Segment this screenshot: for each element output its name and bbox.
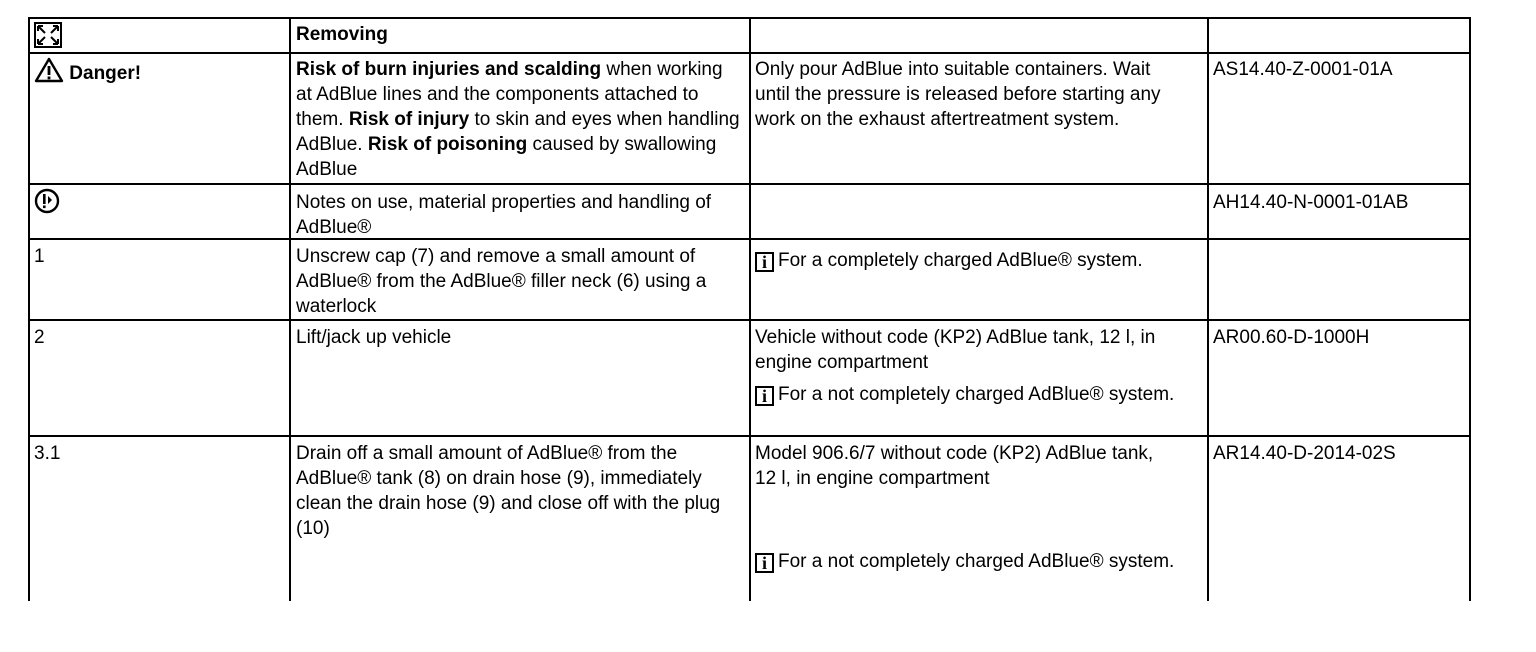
row-divider-1 bbox=[28, 52, 1471, 54]
danger-text-a: when working at AdBlue lines and the components attached to them. bbox=[296, 59, 723, 130]
step-action: Unscrew cap (7) and remove a small amount of AdBlue® from the AdBlue® filler neck (6) using a waterlock bbox=[296, 246, 707, 317]
danger-reference[interactable]: AS14.40-Z-0001-01A bbox=[1213, 59, 1393, 80]
step-info-note bbox=[755, 382, 1175, 407]
danger-text-c: caused by swallowing AdBlue bbox=[296, 134, 717, 180]
step-condition: Vehicle without code (KP2) AdBlue tank, 12 l, in engine compartment bbox=[755, 327, 1156, 373]
danger-label bbox=[34, 57, 141, 90]
warning-triangle-icon bbox=[34, 57, 64, 90]
step-reference[interactable]: AR14.40-D-2014-02S bbox=[1213, 443, 1396, 464]
notes-text: Notes on use, material properties and handling of AdBlue® bbox=[296, 192, 712, 238]
danger-text-b: to skin and eyes when handling AdBlue. bbox=[296, 109, 740, 155]
risk-injury: Risk of injury bbox=[348, 109, 470, 130]
info-icon: i bbox=[755, 386, 774, 406]
danger-instructions: Only pour AdBlue into suitable containers. Wait until the pressure is released before starting any work on the exhaust aftertreatment system. bbox=[755, 59, 1161, 130]
notes-icon bbox=[34, 188, 60, 221]
table-border-top bbox=[28, 17, 1471, 19]
table-divider-col2 bbox=[749, 17, 751, 601]
row-divider-2 bbox=[28, 183, 1471, 185]
table-divider-col1 bbox=[289, 17, 291, 601]
danger-text: Danger! bbox=[69, 63, 142, 84]
row-divider-3 bbox=[28, 238, 1471, 240]
step-reference[interactable]: AR00.60-D-1000H bbox=[1213, 327, 1370, 348]
row-divider-5 bbox=[28, 435, 1471, 437]
step-info-note bbox=[755, 248, 1175, 273]
info-icon: i bbox=[755, 252, 774, 272]
danger-description bbox=[296, 57, 741, 182]
step-number: 3.1 bbox=[34, 443, 61, 464]
info-icon: i bbox=[755, 553, 774, 573]
notes-reference[interactable]: AH14.40-N-0001-01AB bbox=[1213, 192, 1409, 213]
table-border-right bbox=[1469, 17, 1471, 601]
risk-poison: Risk of poisoning bbox=[367, 134, 528, 155]
table-divider-col3 bbox=[1207, 17, 1209, 601]
step-number: 2 bbox=[34, 327, 45, 348]
removal-icon bbox=[34, 22, 62, 55]
table-border-left bbox=[28, 17, 30, 601]
info-text: For a not completely charged AdBlue® system. bbox=[778, 384, 1175, 405]
row-divider-4 bbox=[28, 319, 1471, 321]
step-info-note bbox=[755, 549, 1175, 574]
header-removing: Removing bbox=[296, 24, 388, 45]
step-action: Drain off a small amount of AdBlue® from the AdBlue® tank (8) on drain hose (9), immediately clean the drain hose (9) and close off with the plug (10) bbox=[296, 443, 721, 539]
step-number: 1 bbox=[34, 246, 45, 267]
risk-burn: Risk of burn injuries and scalding bbox=[296, 59, 602, 80]
info-text: For a completely charged AdBlue® system. bbox=[778, 250, 1143, 271]
info-text: For a not completely charged AdBlue® system. bbox=[778, 551, 1175, 572]
step-action: Lift/jack up vehicle bbox=[296, 327, 452, 348]
step-condition: Model 906.6/7 without code (KP2) AdBlue tank, 12 l, in engine compartment bbox=[755, 443, 1154, 489]
